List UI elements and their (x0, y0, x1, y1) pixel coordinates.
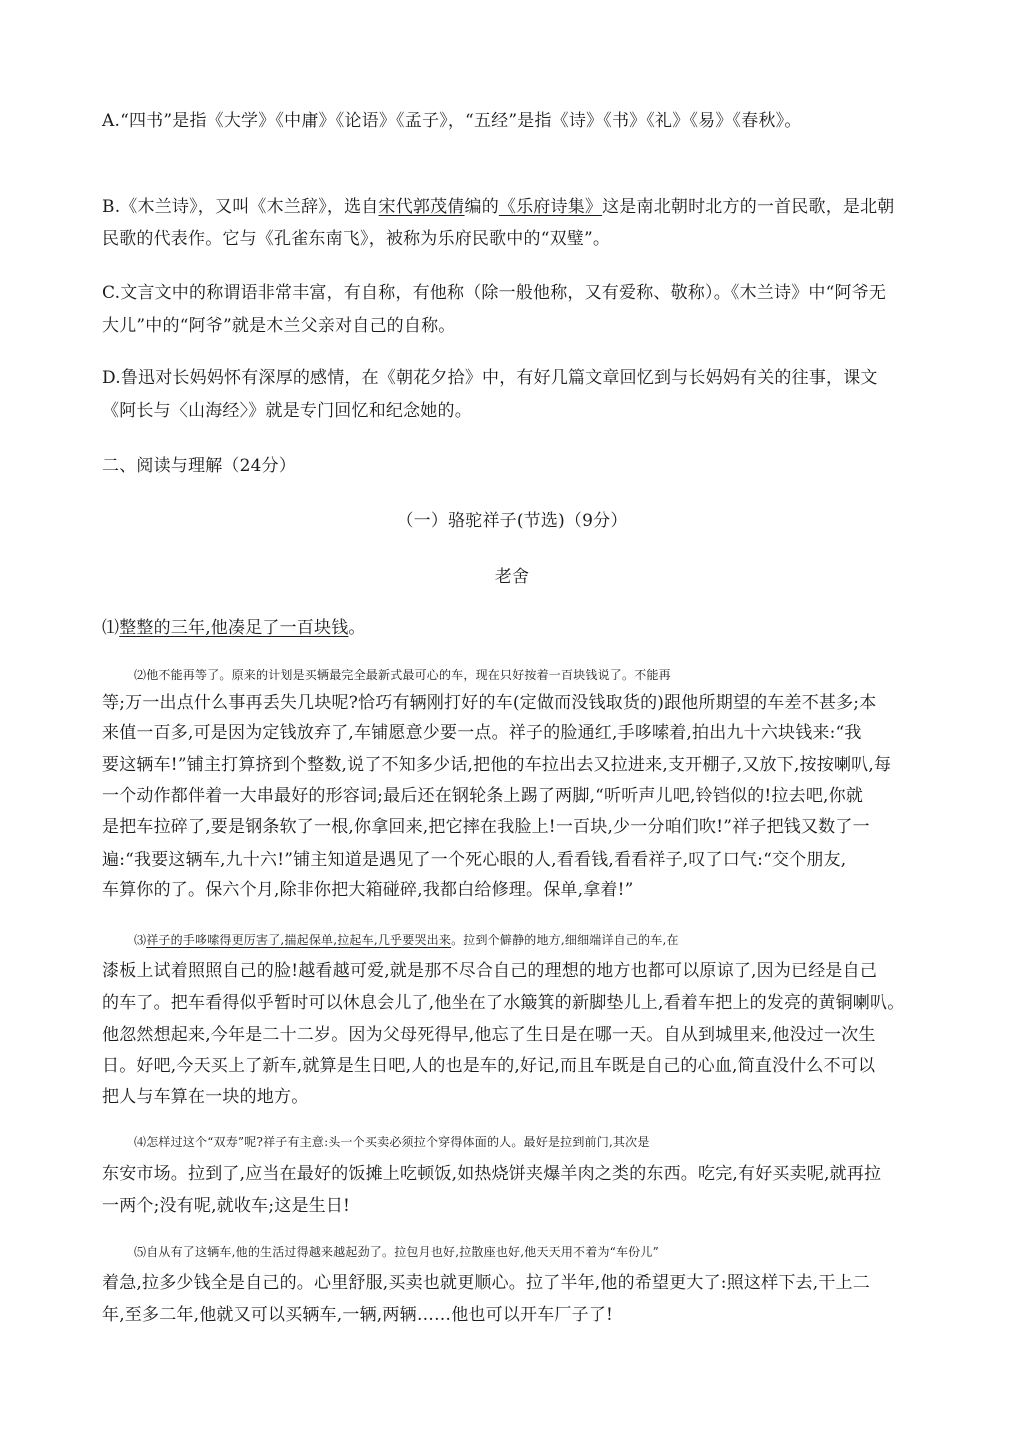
paragraph-2-line: 要这辆车!”铺主打算挤到个整数,说了不知多少话,把他的车拉出去又拉进来,支开棚子,又放下,按按喇叭,每 (102, 755, 892, 775)
paragraph-2-line: 一个动作都伴着一大串最好的形容词;最后还在钢轮条上踢了两脚,“听听声儿吧,铃铛似的!拉去吧,你就 (102, 786, 864, 806)
option-d-line-2: 《阿长与〈山海经〉》就是专门回忆和纪念她的。 (102, 401, 472, 421)
underlined-sentence: 祥子的手哆嗦得更厉害了,揣起保单,拉起车,几乎要哭出来 (146, 933, 452, 947)
option-b-line-1 (102, 196, 962, 218)
option-c-line-1: C.文言文中的称谓语非常丰富，有自称，有他称（除一般他称，又有爱称、敬称）。《木兰诗》中“阿爷无 (102, 283, 887, 303)
paragraph-4-line: 东安市场。拉到了,应当在最好的饭摊上吃顿饭,如热烧饼夹爆羊肉之类的东西。吃完,有好买卖呢,就再拉 (102, 1164, 882, 1184)
paragraph-1 (102, 617, 962, 639)
option-b-line-2: 民歌的代表作。它与《孔雀东南飞》，被称为乐府民歌中的“双璧”。 (102, 229, 611, 249)
option-d-line-1: D.鲁迅对长妈妈怀有深厚的感情，在《朝花夕拾》中，有好几篇文章回忆到与长妈妈有关的往事，课文 (102, 368, 878, 388)
option-a: A.“四书”是指《大学》《中庸》《论语》《孟子》，“五经”是指《诗》《书》《礼》《易》《春秋》。 (102, 111, 802, 131)
paragraph-3-line: 把人与车算在一块的地方。 (102, 1087, 309, 1107)
paragraph-5-line: ⑸自从有了这辆车,他的生活过得越来越起劲了。拉包月也好,拉散座也好,他天天用不着为“车份儿” (134, 1245, 659, 1259)
section-heading: 二、阅读与理解（24分） (102, 456, 297, 476)
paragraph-3-line: 日。好吧,今天买上了新车,就算是生日吧,人的也是车的,好记,而且车既是自己的心血,简直没什么不可以 (102, 1056, 876, 1076)
paragraph-3-line: 的车了。把车看得似乎暂时可以休息会儿了,他坐在了水簸箕的新脚垫儿上,看着车把上的发亮的黄铜喇叭。 (102, 993, 905, 1013)
paragraph-2-line: 遍:“我要这辆车,九十六!”铺主知道是遇见了一个死心眼的人,看看钱,看看祥子,叹了口气:“交个朋友, (102, 850, 847, 870)
passage-author: 老舍 (494, 567, 530, 587)
underlined-book-title: 《乐府诗集》 (498, 197, 603, 217)
paragraph-4-line: 一两个;没有呢,就收车;这是生日! (102, 1196, 351, 1216)
paragraph-2-line: 等;万一出点什么事再丢失几块呢?恰巧有辆刚打好的车(定做而没钱取货的)跟他所期望的车差不甚多;本 (102, 693, 877, 713)
option-b-text: 这是南北朝时北方的一首民歌，是北朝 (602, 197, 895, 217)
paragraph-text: 。拉到个僻静的地方,细细端详自己的车,在 (451, 933, 679, 947)
paragraph-number: ⑶ (134, 933, 147, 947)
paragraph-number: ⑴ (102, 618, 120, 638)
underlined-author: 宋代郭茂倩 (378, 197, 465, 217)
paragraph-2-line: 车算你的了。保六个月,除非你把大箱碰碎,我都白给修理。保单,拿着!” (102, 880, 634, 900)
option-b-text: B.《木兰诗》，又叫《木兰辞》，选自 (102, 197, 379, 217)
underlined-sentence: 整整的三年,他凑足了一百块钱 (119, 618, 349, 638)
paragraph-2-line: 来值一百多,可是因为定钱放弃了,车铺愿意少要一点。祥子的脸通红,手哆嗦着,拍出九十六块钱来:“我 (102, 723, 862, 743)
paragraph-5-line: 着急,拉多少钱全是自己的。心里舒服,买卖也就更顺心。拉了半年,他的希望更大了:照这样下去,干上二 (102, 1273, 870, 1293)
paragraph-3-line: 他忽然想起来,今年是二十二岁。因为父母死得早,他忘了生日是在哪一天。自从到城里来,他没过一次生 (102, 1025, 876, 1045)
paragraph-2-line: ⑵他不能再等了。原来的计划是买辆最完全最新式最可心的车，现在只好按着一百块钱说了。不能再 (134, 668, 671, 682)
paragraph-3-line-1 (134, 929, 994, 951)
paragraph-2-line: 是把车拉碎了,要是钢条软了一根,你拿回来,把它摔在我脸上!一百块,少一分咱们吹!”祥子把钱又数了一 (102, 817, 870, 837)
paragraph-text: 。 (348, 618, 366, 638)
paragraph-4-line: ⑷怎样过这个“双寿”呢?祥子有主意:头一个买卖必须拉个穿得体面的人。最好是拉到前门,其次是 (134, 1135, 650, 1149)
paragraph-3-line: 漆板上试着照照自己的脸!越看越可爱,就是那不尽合自己的理想的地方也都可以原谅了,因为已经是自己 (102, 961, 878, 981)
paragraph-5-line: 年,至多二年,他就又可以买辆车,一辆,两辆……他也可以开车厂子了! (102, 1305, 614, 1325)
option-c-line-2: 大儿”中的“阿爷”就是木兰父亲对自己的自称。 (102, 316, 456, 336)
option-b-text: 编的 (464, 197, 499, 217)
passage-title: （一）骆驼祥子(节选)（9分） (396, 511, 628, 531)
